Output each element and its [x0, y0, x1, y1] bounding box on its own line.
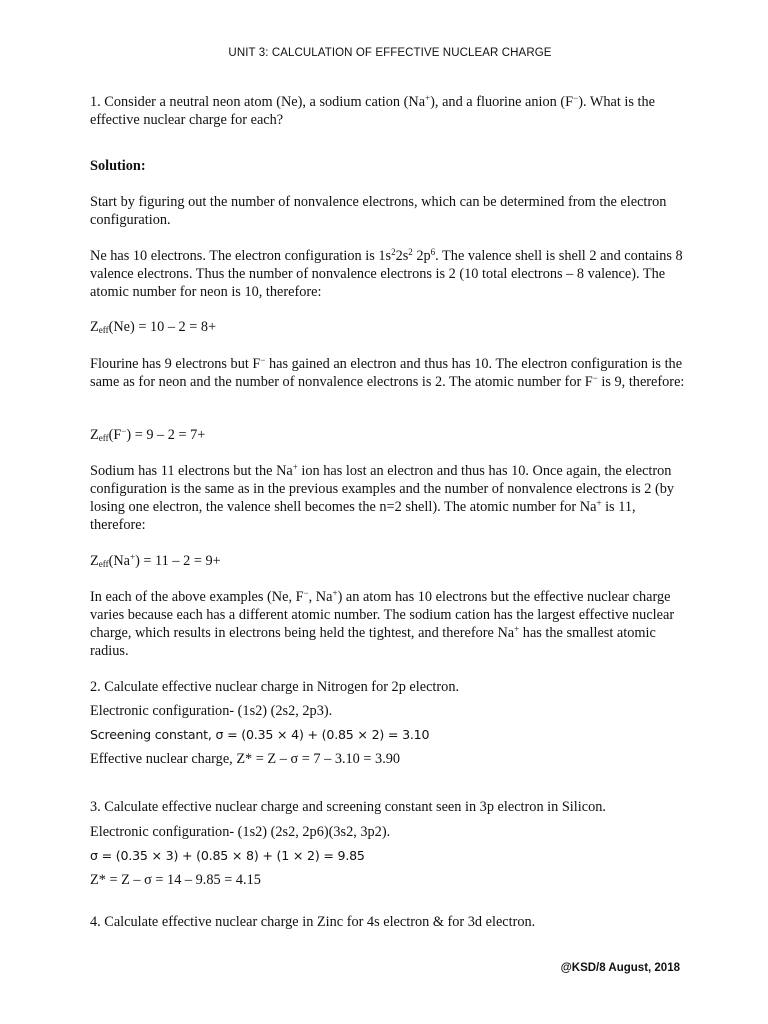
footer-signature: @KSD/8 August, 2018 — [560, 962, 680, 974]
question-2: 2. Calculate effective nuclear charge in Nitrogen for 2p electron. — [90, 679, 460, 695]
intro-paragraph: Start by figuring out the number of nonvalence electrons, which can be determined from the electron configuration. — [90, 194, 667, 228]
q3-zstar: Z* = Z – σ = 14 – 9.85 = 4.15 — [90, 872, 261, 888]
zeff-sodium-equation: $Z_{eff}(Na^+) = 11 - 2 = 9+$ — [90, 552, 221, 569]
q3-sigma: σ = (0.35 × 3) + (0.85 × 8) + (1 × 2) = 9.85 — [90, 848, 365, 863]
question-4: 4. Calculate effective nuclear charge in Zinc for 4s electron & for 3d electron. — [90, 914, 536, 930]
q2-screening-constant: Screening constant, σ = (0.35 × 4) + (0.85 × 2) = 3.10 — [90, 727, 430, 742]
sodium-paragraph: Sodium has 11 electrons but the Na+ ion has lost an electron and thus has 10. Once again, the electron configuration is the same as in the previous examples and the number of nonvalence electrons is 2 (by losing one electron, the valence shell becomes the n=2 shell). The atomic number for Na+ is 11, therefore: — [90, 462, 675, 533]
fluorine-paragraph: Flourine has 9 electrons but F− has gained an electron and thus has 10. The electron configuration is the same as for neon and the number of nonvalence electrons is 2. The atomic number for F− is 9, therefore: — [90, 355, 685, 390]
zeff-fluorine-equation: $Z_{eff}(F^-) = 9 - 2 = 7+$ — [90, 426, 206, 443]
zeff-neon-equation: $Z_{eff}(Ne) = 10 - 2 = 8+$ — [90, 319, 217, 335]
q3-configuration: Electronic configuration- (1s2) (2s2, 2p6)(3s2, 3p2). — [90, 824, 391, 840]
solution-heading: Solution: — [90, 158, 146, 174]
page-title: UNIT 3: CALCULATION OF EFFECTIVE NUCLEAR CHARGE — [228, 47, 552, 59]
q2-effective-charge: Effective nuclear charge, Z* = Z – σ = 7 – 3.10 = 3.90 — [90, 751, 401, 767]
neon-paragraph: Ne has 10 electrons. The electron configuration is $1s^22s^2$ $2p^6$. The valence shell is shell 2 and contains 8 valence electrons. Thus the number of nonvalence electrons is 2 (10 total electrons – 8 valence). The atomic number for neon is 10, therefore: — [90, 247, 683, 300]
question-3: 3. Calculate effective nuclear charge and screening constant seen in 3p electron in Silicon. — [90, 799, 606, 815]
question-1: 1. Consider a neutral neon atom (Ne), a sodium cation (Na+), and a fluorine anion (F−). What is the effective nuclear charge for each? — [90, 93, 655, 128]
q2-configuration: Electronic configuration- (1s2) (2s2, 2p3). — [90, 703, 333, 719]
summary-paragraph: In each of the above examples (Ne, F−, Na+) an atom has 10 electrons but the effective nuclear charge varies because each has a different atomic number. The sodium cation has the largest effective nuclear charge, which results in electrons being held the tightest, and therefore Na+ has the smallest atomic radius. — [90, 588, 675, 659]
